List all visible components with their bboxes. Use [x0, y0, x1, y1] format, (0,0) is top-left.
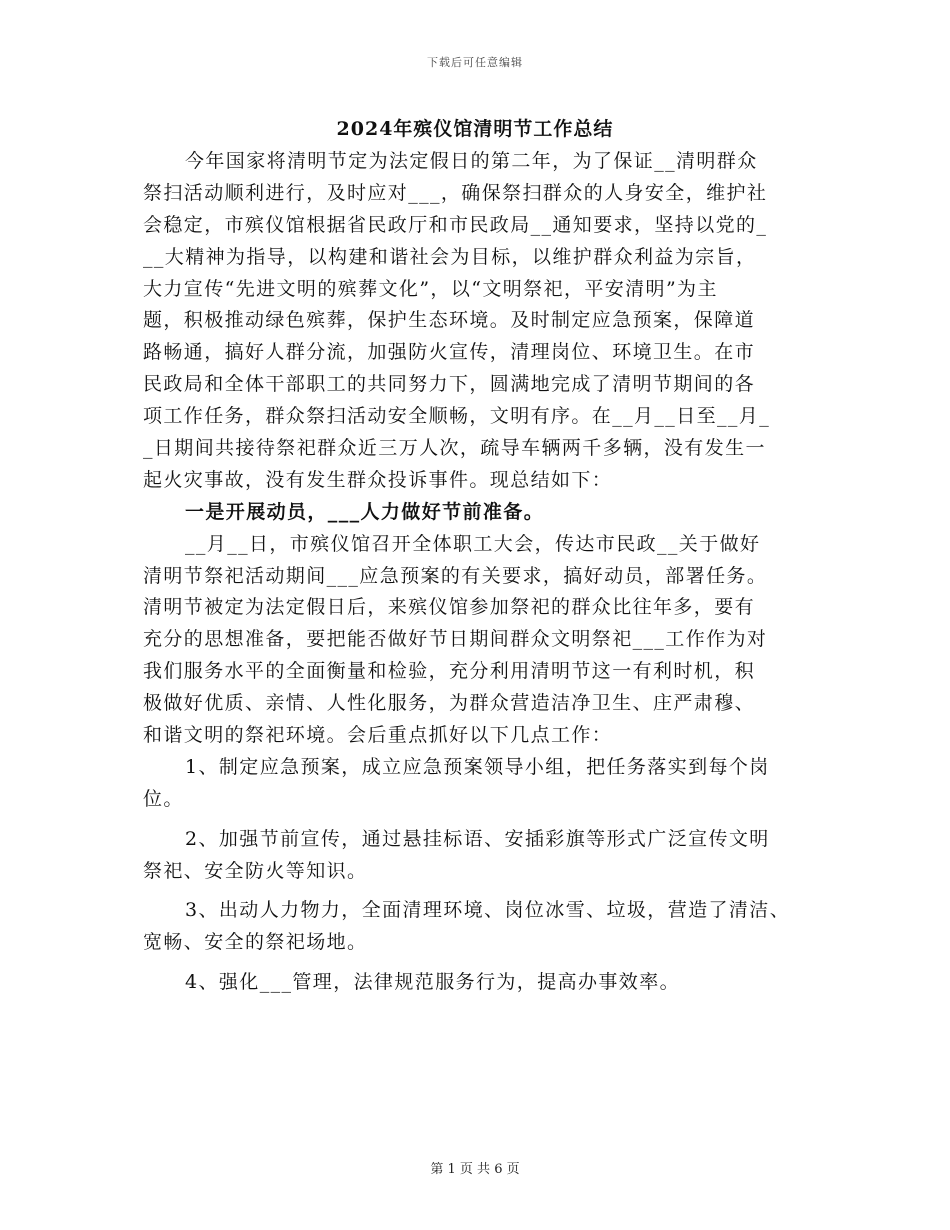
section-heading	[143, 497, 808, 529]
text-line: __大精神为指导，以构建和谐社会为目标，以维护群众利益为宗旨，	[143, 245, 757, 268]
text-line: 路畅通，搞好人群分流，加强防火宣传，清理岗位、环境卫生。在市	[143, 341, 756, 364]
text-line: 充分的思想准备，要把能否做好节日期间群众文明祭祀___工作作为对	[143, 628, 768, 651]
text-line: __月__日，市殡仪馆召开全体职工大会，传达市民政__关于做好	[185, 532, 761, 555]
text-line: 4、强化___管理，法律规范服务行为，提高办事效率。	[185, 971, 680, 994]
text-line: 大力宣传“先进文明的殡葬文化”，以“文明祭祀，平安清明”为主	[143, 277, 718, 300]
text-line: 清明节祭祀活动期间___应急预案的有关要求，搞好动员，部署任务。	[143, 564, 768, 587]
text-line: 起火灾事故，没有发生群众投诉事件。现总结如下：	[143, 468, 613, 491]
document-body	[143, 146, 808, 999]
text-line: _日期间共接待祭祀群众近三万人次，疏导车辆两千多辆，没有发生一	[143, 437, 766, 460]
text-line: 2、加强节前宣传，通过悬挂标语、安插彩旗等形式广泛宣传文明	[185, 827, 770, 850]
text-line: 清明节被定为法定假日后，来殡仪馆参加祭祀的群众比往年多，要有	[143, 596, 756, 619]
text-line: 宽畅、安全的祭祀场地。	[143, 931, 368, 954]
text-line: 会稳定，市殡仪馆根据省民政厅和市民政局__通知要求，坚持以党的_	[143, 213, 768, 236]
paragraph	[143, 529, 808, 752]
text-line: 项工作任务，群众祭扫活动安全顺畅，文明有序。在__月__日至__月_	[143, 405, 771, 428]
text-line: 我们服务水平的全面衡量和检验，充分利用清明节这一有利时机，积	[143, 660, 756, 683]
list-item	[143, 895, 808, 959]
text-line: 一是开展动员，___人力做好节前准备。	[185, 500, 545, 523]
list-item	[143, 824, 808, 888]
text-line: 1、制定应急预案，成立应急预案领导小组，把任务落实到每个岗	[185, 755, 770, 778]
text-line: 祭祀、安全防火等知识。	[143, 859, 368, 882]
page-footer: 第 1 页 共 6 页	[430, 1162, 520, 1177]
list-item	[143, 752, 808, 816]
list-item	[143, 967, 808, 999]
header-note: 下载后可任意编辑	[427, 56, 523, 69]
text-line: 民政局和全体干部职工的共同努力下，圆满地完成了清明节期间的各	[143, 373, 756, 396]
text-line: 和谐文明的祭祀环境。会后重点抓好以下几点工作：	[143, 724, 613, 747]
text-line: 题，积极推动绿色殡葬，保护生态环境。及时制定应急预案，保障道	[143, 309, 756, 332]
text-line: 极做好优质、亲情、人性化服务，为群众营造洁净卫生、庄严肃穆、	[143, 692, 756, 715]
text-line: 3、出动人力物力，全面清理环境、岗位冰雪、垃圾，营造了清洁、	[185, 899, 791, 922]
text-line: 祭扫活动顺利进行，及时应对___，确保祭扫群众的人身安全，维护社	[143, 181, 768, 204]
document-title: 2024年殡仪馆清明节工作总结	[336, 118, 614, 140]
text-line: 今年国家将清明节定为法定假日的第二年，为了保证__清明群众	[185, 150, 758, 172]
paragraph	[143, 146, 808, 497]
text-line: 位。	[143, 787, 184, 810]
